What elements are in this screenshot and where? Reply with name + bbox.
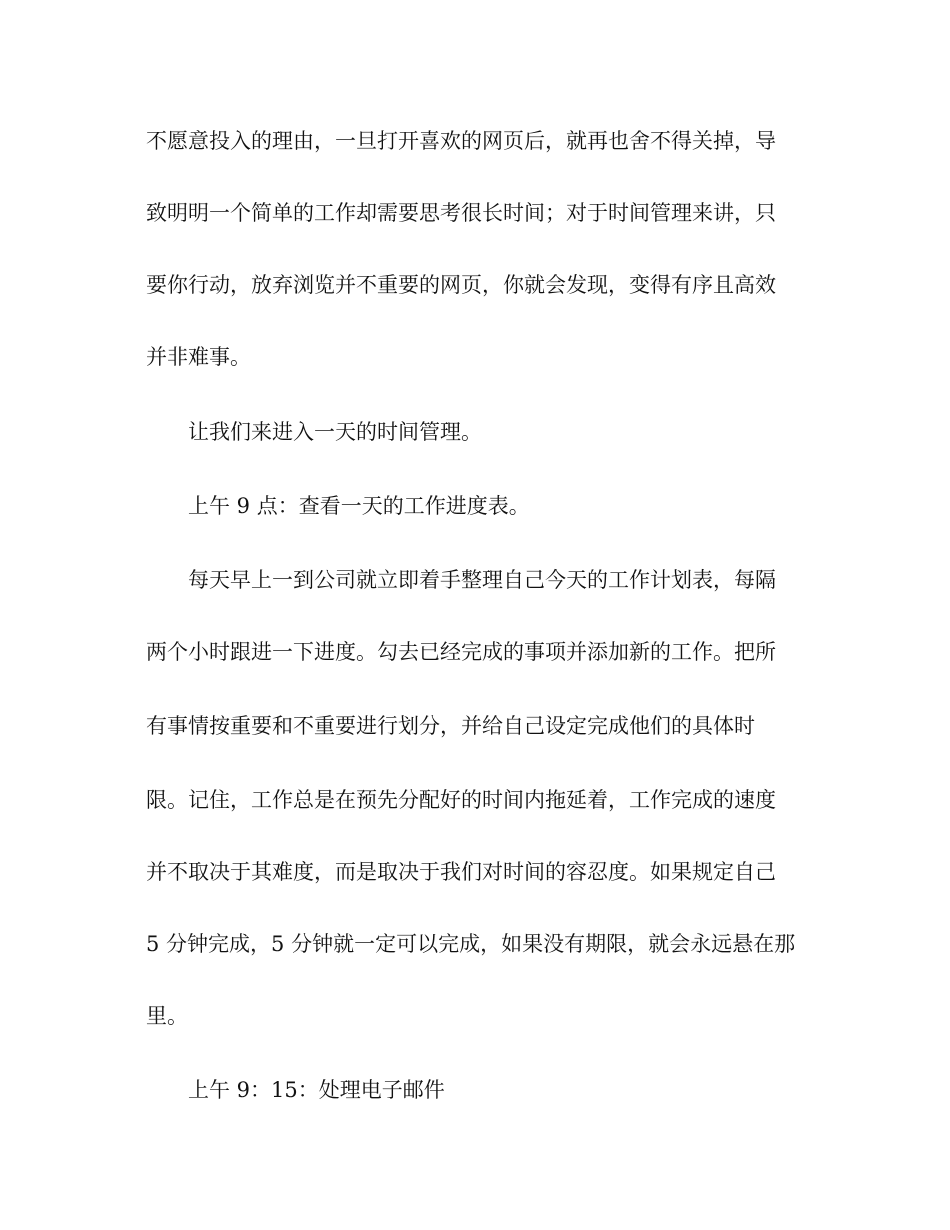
intro-line: 让我们来进入一天的时间管理。 xyxy=(188,420,482,444)
paragraph-line-11: 并不取决于其难度，而是取决于我们对时间的容忍度。如果规定自己 xyxy=(146,860,776,884)
paragraph-line-1: 不愿意投入的理由，一旦打开喜欢的网页后，就再也舍不得关掉，导 xyxy=(146,129,776,153)
section-heading-915am: 上午 9：15：处理电子邮件 xyxy=(188,1078,445,1102)
paragraph-line-10: 限。记住，工作总是在预先分配好的时间内拖延着，工作完成的速度 xyxy=(146,788,776,812)
paragraph-line-2: 致明明一个简单的工作却需要思考很长时间；对于时间管理来讲，只 xyxy=(146,201,776,225)
paragraph-line-9: 有事情按重要和不重要进行划分，并给自己设定完成他们的具体时 xyxy=(146,714,755,738)
paragraph-line-3: 要你行动，放弃浏览并不重要的网页，你就会发现，变得有序且高效 xyxy=(146,273,776,297)
paragraph-line-12: 5 分钟完成，5 分钟就一定可以完成，如果没有期限，就会永远悬在那 xyxy=(146,932,796,956)
section-heading-9am: 上午 9 点：查看一天的工作进度表。 xyxy=(188,494,530,518)
paragraph-line-13: 里。 xyxy=(146,1004,188,1028)
paragraph-line-7: 每天早上一到公司就立即着手整理自己今天的工作计划表，每隔 xyxy=(188,568,776,592)
paragraph-line-4: 并非难事。 xyxy=(146,345,251,369)
paragraph-line-8: 两个小时跟进一下进度。勾去已经完成的事项并添加新的工作。把所 xyxy=(146,640,776,664)
